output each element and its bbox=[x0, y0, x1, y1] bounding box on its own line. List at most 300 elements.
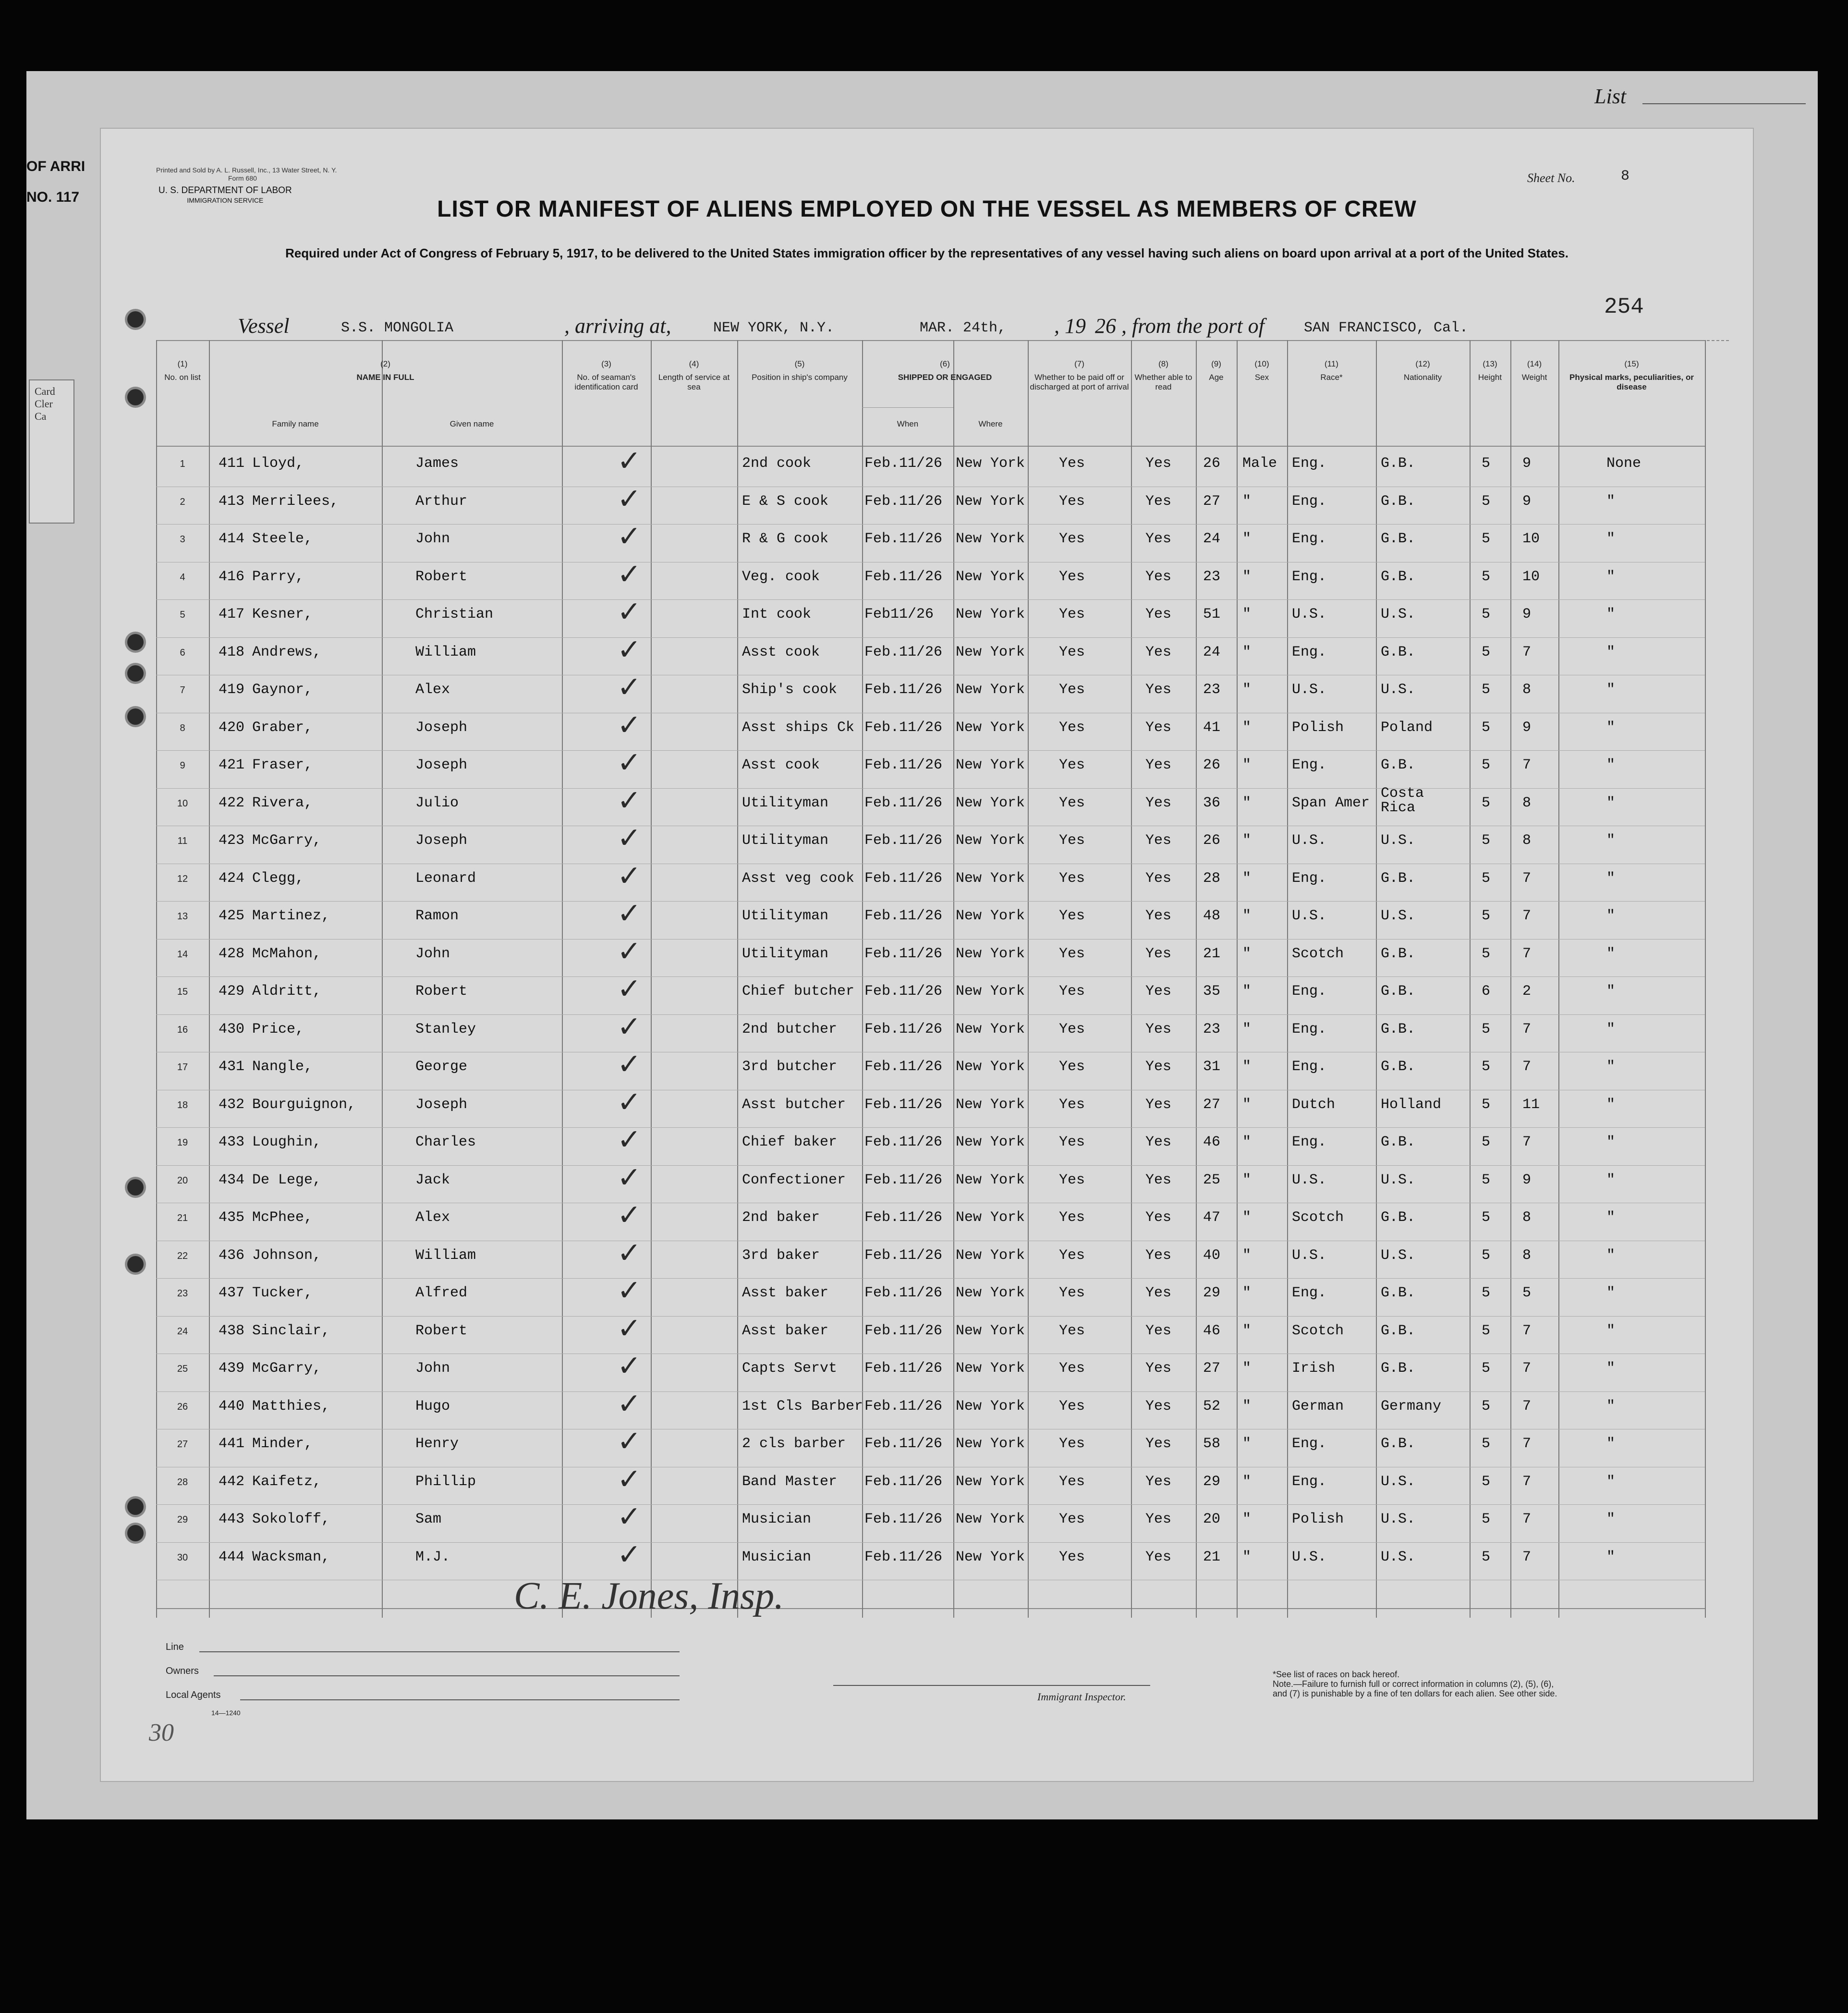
shipped-where: New York bbox=[956, 1247, 1025, 1264]
list-number: 431 bbox=[219, 1059, 245, 1075]
age: 29 bbox=[1203, 1473, 1221, 1490]
header-col-12 bbox=[1376, 359, 1470, 382]
paid-off: Yes bbox=[1059, 1285, 1085, 1301]
sex: " bbox=[1242, 1096, 1252, 1113]
height: 5 bbox=[1482, 1247, 1491, 1264]
row-rule bbox=[156, 637, 1705, 638]
col-1-number: (1) bbox=[177, 359, 188, 368]
sex: " bbox=[1242, 983, 1252, 1000]
row-number: 20 bbox=[177, 1175, 188, 1186]
able-to-read: Yes bbox=[1145, 1059, 1172, 1075]
able-to-read: Yes bbox=[1145, 719, 1172, 736]
shipped-where: New York bbox=[956, 719, 1025, 736]
height: 5 bbox=[1482, 945, 1491, 962]
paid-off: Yes bbox=[1059, 1059, 1085, 1075]
weight: 7 bbox=[1522, 1021, 1532, 1037]
handwritten-number: 254 bbox=[1604, 294, 1644, 319]
header-col-6 bbox=[862, 359, 1028, 382]
family-name: Steele, bbox=[252, 531, 313, 547]
row-number: 16 bbox=[177, 1024, 188, 1035]
race: Eng. bbox=[1292, 1473, 1327, 1490]
physical-marks: " bbox=[1606, 1360, 1616, 1377]
shipped-where: New York bbox=[956, 1096, 1025, 1113]
weight: 5 bbox=[1522, 1285, 1532, 1301]
row-number: 3 bbox=[180, 534, 185, 545]
when-header: When bbox=[897, 419, 919, 428]
check-mark-icon: ✓ bbox=[617, 1387, 642, 1421]
inspector-signature: C. E. Jones, Insp. bbox=[514, 1575, 784, 1617]
given-name: Robert bbox=[415, 983, 468, 1000]
races-note: *See list of races on back hereof. bbox=[1273, 1670, 1400, 1679]
col-rule bbox=[862, 340, 863, 1618]
given-name: Hugo bbox=[415, 1398, 450, 1415]
shipped-when: Feb.11/26 bbox=[864, 870, 943, 887]
able-to-read: Yes bbox=[1145, 1398, 1172, 1415]
given-name: Leonard bbox=[415, 870, 476, 887]
age: 25 bbox=[1203, 1171, 1221, 1188]
nationality: U.S. bbox=[1381, 832, 1416, 849]
col-rule bbox=[1470, 340, 1471, 1618]
check-mark-icon: ✓ bbox=[617, 746, 642, 780]
family-name: Aldritt, bbox=[252, 983, 322, 1000]
physical-marks: " bbox=[1606, 1436, 1616, 1452]
weight: 8 bbox=[1522, 794, 1532, 811]
shipped-where: New York bbox=[956, 1549, 1025, 1565]
paid-off: Yes bbox=[1059, 1096, 1085, 1113]
sex: " bbox=[1242, 568, 1252, 585]
shipped-where: New York bbox=[956, 682, 1025, 698]
weight: 7 bbox=[1522, 1511, 1532, 1527]
check-mark-icon: ✓ bbox=[617, 557, 642, 591]
height: 5 bbox=[1482, 493, 1491, 510]
height: 5 bbox=[1482, 1360, 1491, 1377]
shipped-where: New York bbox=[956, 531, 1025, 547]
physical-marks: " bbox=[1606, 1247, 1616, 1264]
row-number: 28 bbox=[177, 1476, 188, 1488]
shipped-where: New York bbox=[956, 1322, 1025, 1339]
shipped-where: New York bbox=[956, 870, 1025, 887]
weight: 7 bbox=[1522, 757, 1532, 773]
list-number: 423 bbox=[219, 832, 245, 849]
shipped-where: New York bbox=[956, 908, 1025, 924]
paid-off: Yes bbox=[1059, 870, 1085, 887]
position: Asst veg cook bbox=[742, 870, 855, 887]
header-col-11 bbox=[1287, 359, 1376, 382]
position: Asst ships Ck bbox=[742, 719, 855, 736]
binder-hole bbox=[127, 708, 144, 725]
position: Asst butcher bbox=[742, 1096, 846, 1113]
height: 5 bbox=[1482, 1511, 1491, 1527]
row-number: 23 bbox=[177, 1288, 188, 1299]
nationality: G.B. bbox=[1381, 1360, 1416, 1377]
paid-off: Yes bbox=[1059, 794, 1085, 811]
shipped-where: New York bbox=[956, 1021, 1025, 1037]
row-number: 29 bbox=[177, 1514, 188, 1525]
binder-hole bbox=[127, 634, 144, 650]
able-to-read: Yes bbox=[1145, 1171, 1172, 1188]
given-name: William bbox=[415, 644, 476, 660]
age: 26 bbox=[1203, 455, 1221, 472]
able-to-read: Yes bbox=[1145, 1436, 1172, 1452]
col-13-label: Height bbox=[1478, 373, 1502, 382]
given-name: Charles bbox=[415, 1134, 476, 1150]
race: Scotch bbox=[1292, 1209, 1344, 1226]
sheet-number-label: Sheet No. bbox=[1527, 171, 1575, 185]
weight: 11 bbox=[1522, 1096, 1540, 1113]
printer-line: Printed and Sold by A. L. Russell, Inc., 13 Water Street, N. Y. bbox=[156, 166, 337, 174]
physical-marks: " bbox=[1606, 1171, 1616, 1188]
given-name: Alfred bbox=[415, 1285, 468, 1301]
given-name: Henry bbox=[415, 1436, 459, 1452]
height: 5 bbox=[1482, 1322, 1491, 1339]
row-number: 26 bbox=[177, 1401, 188, 1412]
binder-hole bbox=[127, 389, 144, 405]
nationality: G.B. bbox=[1381, 945, 1416, 962]
height: 5 bbox=[1482, 682, 1491, 698]
given-name: Alex bbox=[415, 682, 450, 698]
height: 5 bbox=[1482, 1171, 1491, 1188]
race: U.S. bbox=[1292, 1247, 1327, 1264]
col-rule bbox=[1705, 340, 1706, 1618]
list-number: 432 bbox=[219, 1096, 245, 1113]
weight: 9 bbox=[1522, 455, 1532, 472]
manifest-subtitle: Required under Act of Congress of February 5, 1917, to be delivered to the United States immigration officer by the representatives of any vessel having such aliens on board upon arrival at a port of the United States. bbox=[285, 246, 1568, 260]
header-col-2 bbox=[209, 359, 562, 382]
binder-hole bbox=[127, 1179, 144, 1196]
physical-marks: " bbox=[1606, 983, 1616, 1000]
weight: 10 bbox=[1522, 568, 1540, 585]
list-number: 442 bbox=[219, 1473, 245, 1490]
shipped-when: Feb.11/26 bbox=[864, 1171, 943, 1188]
sex: " bbox=[1242, 1285, 1252, 1301]
stub-tab-line-1: Card bbox=[35, 385, 55, 397]
given-name: Christian bbox=[415, 606, 494, 622]
paid-off: Yes bbox=[1059, 644, 1085, 660]
check-mark-icon: ✓ bbox=[617, 520, 642, 553]
race: Scotch bbox=[1292, 1322, 1344, 1339]
arrival-date: MAR. 24th, bbox=[920, 320, 1007, 336]
height: 5 bbox=[1482, 757, 1491, 773]
row-number: 18 bbox=[177, 1099, 188, 1110]
age: 27 bbox=[1203, 1096, 1221, 1113]
position: 2nd cook bbox=[742, 455, 812, 472]
row-rule bbox=[156, 1316, 1705, 1317]
list-number: 428 bbox=[219, 945, 245, 962]
paid-off: Yes bbox=[1059, 983, 1085, 1000]
col-3-number: (3) bbox=[601, 359, 611, 368]
shipped-when: Feb.11/26 bbox=[864, 1436, 943, 1452]
race: Polish bbox=[1292, 719, 1344, 736]
col-15-label: Physical marks, peculiarities, or disease bbox=[1569, 373, 1694, 391]
age: 27 bbox=[1203, 493, 1221, 510]
sheet-number: 8 bbox=[1621, 168, 1630, 184]
paid-off: Yes bbox=[1059, 1134, 1085, 1150]
vessel-label: Vessel bbox=[238, 314, 290, 338]
header-bottom-rule bbox=[156, 446, 1705, 447]
able-to-read: Yes bbox=[1145, 1096, 1172, 1113]
col-2-label: NAME IN FULL bbox=[356, 373, 414, 382]
given-name: Julio bbox=[415, 794, 459, 811]
race: U.S. bbox=[1292, 908, 1327, 924]
able-to-read: Yes bbox=[1145, 493, 1172, 510]
paid-off: Yes bbox=[1059, 832, 1085, 849]
paid-off: Yes bbox=[1059, 682, 1085, 698]
height: 5 bbox=[1482, 644, 1491, 660]
sex: Male bbox=[1242, 455, 1277, 472]
position: Asst cook bbox=[742, 757, 820, 773]
row-number: 7 bbox=[180, 685, 185, 695]
physical-marks: " bbox=[1606, 1473, 1616, 1490]
stub-tab-line-2: Cler bbox=[35, 398, 53, 410]
col-12-number: (12) bbox=[1415, 359, 1430, 368]
shipped-when: Feb.11/26 bbox=[864, 1096, 943, 1113]
row-number: 11 bbox=[177, 836, 188, 846]
given-name: Ramon bbox=[415, 908, 459, 924]
race: Eng. bbox=[1292, 1059, 1327, 1075]
col-5-label: Position in ship's company bbox=[752, 373, 848, 382]
nationality: U.S. bbox=[1381, 908, 1416, 924]
position: Veg. cook bbox=[742, 568, 820, 585]
nationality: G.B. bbox=[1381, 1059, 1416, 1075]
sex: " bbox=[1242, 1021, 1252, 1037]
given-name: M.J. bbox=[415, 1549, 450, 1565]
given-name: Arthur bbox=[415, 493, 468, 510]
physical-marks: " bbox=[1606, 682, 1616, 698]
col-rule bbox=[953, 340, 954, 1618]
col-13-number: (13) bbox=[1483, 359, 1497, 368]
shipped-when: Feb.11/26 bbox=[864, 682, 943, 698]
sex: " bbox=[1242, 1436, 1252, 1452]
header-col-5 bbox=[737, 359, 862, 382]
family-name: Clegg, bbox=[252, 870, 304, 887]
shipped-where: New York bbox=[956, 1398, 1025, 1415]
given-name: Joseph bbox=[415, 757, 468, 773]
position: 3rd baker bbox=[742, 1247, 820, 1264]
shipped-when: Feb.11/26 bbox=[864, 1134, 943, 1150]
age: 20 bbox=[1203, 1511, 1221, 1527]
able-to-read: Yes bbox=[1145, 794, 1172, 811]
col-6-label: SHIPPED OR ENGAGED bbox=[898, 373, 992, 382]
shipped-when: Feb.11/26 bbox=[864, 644, 943, 660]
list-number: 433 bbox=[219, 1134, 245, 1150]
age: 29 bbox=[1203, 1285, 1221, 1301]
shipped-where: New York bbox=[956, 1285, 1025, 1301]
family-name: Gaynor, bbox=[252, 682, 313, 698]
physical-marks: " bbox=[1606, 606, 1616, 622]
able-to-read: Yes bbox=[1145, 568, 1172, 585]
col-14-number: (14) bbox=[1527, 359, 1542, 368]
able-to-read: Yes bbox=[1145, 870, 1172, 887]
height: 5 bbox=[1482, 1134, 1491, 1150]
list-number: 430 bbox=[219, 1021, 245, 1037]
age: 35 bbox=[1203, 983, 1221, 1000]
nationality: U.S. bbox=[1381, 1511, 1416, 1527]
check-mark-icon: ✓ bbox=[617, 1010, 642, 1044]
given-name: Robert bbox=[415, 568, 468, 585]
shipped-when: Feb.11/26 bbox=[864, 1209, 943, 1226]
col-7-number: (7) bbox=[1074, 359, 1084, 368]
position: Chief butcher bbox=[742, 983, 855, 1000]
list-number: 413 bbox=[219, 493, 245, 510]
weight: 9 bbox=[1522, 493, 1532, 510]
family-name: Parry, bbox=[252, 568, 304, 585]
race: Eng. bbox=[1292, 455, 1327, 472]
shipped-where: New York bbox=[956, 794, 1025, 811]
shipped-when: Feb.11/26 bbox=[864, 568, 943, 585]
header-col-13 bbox=[1470, 359, 1510, 382]
family-name: Fraser, bbox=[252, 757, 313, 773]
row-number: 24 bbox=[177, 1326, 188, 1337]
inspector-label: Immigrant Inspector. bbox=[1037, 1691, 1126, 1703]
paid-off: Yes bbox=[1059, 719, 1085, 736]
year-prefix: , 19 bbox=[1054, 314, 1086, 338]
given-name: John bbox=[415, 531, 450, 547]
race: Eng. bbox=[1292, 1436, 1327, 1452]
able-to-read: Yes bbox=[1145, 531, 1172, 547]
row-rule bbox=[156, 788, 1705, 789]
able-to-read: Yes bbox=[1145, 832, 1172, 849]
binder-hole bbox=[127, 665, 144, 682]
physical-marks: " bbox=[1606, 1021, 1616, 1037]
row-rule bbox=[156, 1127, 1705, 1128]
given-name: Joseph bbox=[415, 1096, 468, 1113]
binder-hole bbox=[127, 1499, 144, 1515]
sex: " bbox=[1242, 794, 1252, 811]
sex: " bbox=[1242, 870, 1252, 887]
able-to-read: Yes bbox=[1145, 606, 1172, 622]
row-rule bbox=[156, 976, 1705, 977]
list-number: 435 bbox=[219, 1209, 245, 1226]
manifest-table bbox=[156, 340, 1705, 1618]
row-number: 17 bbox=[177, 1062, 188, 1073]
nationality: G.B. bbox=[1381, 1285, 1416, 1301]
height: 5 bbox=[1482, 1285, 1491, 1301]
sex: " bbox=[1242, 908, 1252, 924]
able-to-read: Yes bbox=[1145, 1134, 1172, 1150]
sex: " bbox=[1242, 1322, 1252, 1339]
row-number: 4 bbox=[180, 572, 185, 583]
age: 24 bbox=[1203, 531, 1221, 547]
row-rule bbox=[156, 1504, 1705, 1505]
row-rule bbox=[156, 1014, 1705, 1015]
position: 2 cls barber bbox=[742, 1436, 846, 1452]
list-line bbox=[1642, 103, 1806, 104]
sex: " bbox=[1242, 1398, 1252, 1415]
physical-marks: " bbox=[1606, 1209, 1616, 1226]
race: Polish bbox=[1292, 1511, 1344, 1527]
list-number: 439 bbox=[219, 1360, 245, 1377]
sex: " bbox=[1242, 531, 1252, 547]
stub-tab-line-3: Ca bbox=[35, 410, 47, 422]
weight: 7 bbox=[1522, 1398, 1532, 1415]
age: 52 bbox=[1203, 1398, 1221, 1415]
paid-off: Yes bbox=[1059, 455, 1085, 472]
sex: " bbox=[1242, 945, 1252, 962]
sex: " bbox=[1242, 1360, 1252, 1377]
binder-hole bbox=[127, 1256, 144, 1272]
able-to-read: Yes bbox=[1145, 983, 1172, 1000]
shipped-when: Feb.11/26 bbox=[864, 1473, 943, 1490]
sex: " bbox=[1242, 1059, 1252, 1075]
able-to-read: Yes bbox=[1145, 1360, 1172, 1377]
row-number: 1 bbox=[180, 459, 185, 469]
able-to-read: Yes bbox=[1145, 757, 1172, 773]
shipped-subheader-rule bbox=[862, 407, 953, 408]
physical-marks: " bbox=[1606, 1096, 1616, 1113]
where-header: Where bbox=[978, 419, 1003, 428]
physical-marks: " bbox=[1606, 493, 1616, 510]
weight: 7 bbox=[1522, 1059, 1532, 1075]
physical-marks: " bbox=[1606, 1549, 1616, 1565]
stub-line-1: OF ARRI bbox=[26, 159, 85, 174]
given-name: Stanley bbox=[415, 1021, 476, 1037]
able-to-read: Yes bbox=[1145, 644, 1172, 660]
height: 5 bbox=[1482, 1473, 1491, 1490]
check-mark-icon: ✓ bbox=[617, 1274, 642, 1307]
check-mark-icon: ✓ bbox=[617, 1160, 642, 1195]
shipped-when: Feb.11/26 bbox=[864, 1021, 943, 1037]
col-8-label: Whether able to read bbox=[1134, 373, 1192, 391]
nationality: G.B. bbox=[1381, 1021, 1416, 1037]
height: 5 bbox=[1482, 1021, 1491, 1037]
height: 5 bbox=[1482, 1096, 1491, 1113]
inspector-signature-line bbox=[833, 1685, 1150, 1686]
able-to-read: Yes bbox=[1145, 1549, 1172, 1565]
header-col-14 bbox=[1510, 359, 1558, 382]
physical-marks: " bbox=[1606, 908, 1616, 924]
physical-marks: " bbox=[1606, 1134, 1616, 1150]
weight: 8 bbox=[1522, 832, 1532, 849]
family-name: Minder, bbox=[252, 1436, 313, 1452]
check-mark-icon: ✓ bbox=[617, 783, 642, 817]
check-mark-icon: ✓ bbox=[617, 1236, 642, 1270]
check-mark-icon: ✓ bbox=[617, 1537, 642, 1572]
height: 5 bbox=[1482, 870, 1491, 887]
age: 41 bbox=[1203, 719, 1221, 736]
col-rule bbox=[1131, 340, 1132, 1618]
shipped-where: New York bbox=[956, 644, 1025, 660]
position: Asst baker bbox=[742, 1285, 829, 1301]
family-name: Nangle, bbox=[252, 1059, 313, 1075]
race: U.S. bbox=[1292, 682, 1327, 698]
check-mark-icon: ✓ bbox=[617, 595, 642, 629]
weight: 7 bbox=[1522, 1360, 1532, 1377]
weight: 9 bbox=[1522, 719, 1532, 736]
col-4-number: (4) bbox=[689, 359, 699, 368]
paid-off: Yes bbox=[1059, 1549, 1085, 1565]
check-mark-icon: ✓ bbox=[617, 1198, 642, 1232]
family-name: Andrews, bbox=[252, 644, 322, 660]
sex: " bbox=[1242, 719, 1252, 736]
position: Int cook bbox=[742, 606, 812, 622]
race: Eng. bbox=[1292, 870, 1327, 887]
weight: 10 bbox=[1522, 531, 1540, 547]
list-number: 441 bbox=[219, 1436, 245, 1452]
list-number: 440 bbox=[219, 1398, 245, 1415]
physical-marks: " bbox=[1606, 644, 1616, 660]
age: 51 bbox=[1203, 606, 1221, 622]
col-11-label: Race* bbox=[1320, 373, 1343, 382]
shipped-when: Feb.11/26 bbox=[864, 1285, 943, 1301]
row-number: 10 bbox=[177, 798, 188, 809]
age: 23 bbox=[1203, 1021, 1221, 1037]
shipped-when: Feb.11/26 bbox=[864, 719, 943, 736]
shipped-where: New York bbox=[956, 1436, 1025, 1452]
list-number: 438 bbox=[219, 1322, 245, 1339]
col-12-label: Nationality bbox=[1403, 373, 1442, 382]
list-number: 429 bbox=[219, 983, 245, 1000]
shipped-when: Feb.11/26 bbox=[864, 455, 943, 472]
